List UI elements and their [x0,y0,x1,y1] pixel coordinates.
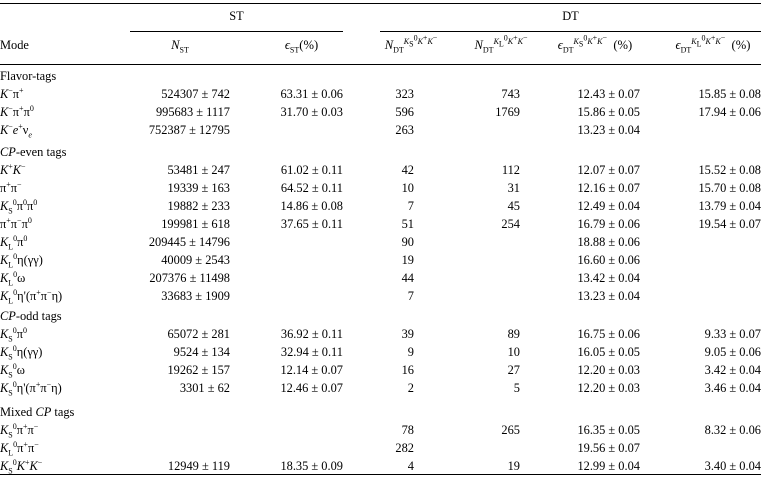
cell-eps-st: 31.70 ± 0.03 [280,105,343,119]
cell-eps-dt-kl: 3.42 ± 0.04 [704,363,761,377]
cell-eps-st: 61.02 ± 0.11 [280,163,343,177]
cell-n-dt-ks: 51 [401,217,414,231]
cell-n-dt-ks: 44 [401,271,414,285]
row-mode: π+π− [0,179,22,195]
cell-eps-dt-kl: 8.32 ± 0.06 [704,423,761,437]
cell-eps-dt-ks: 12.49 ± 0.04 [577,199,640,213]
cell-eps-dt-kl: 13.79 ± 0.04 [698,199,761,213]
row-mode: $K_L^0\pi^0$ [0,233,28,252]
cell-eps-st: 36.92 ± 0.11 [280,327,343,341]
n-st-label-text: $N_{ST}$ [171,38,189,55]
section-heading: CP-odd tags [0,309,62,323]
row-mode: $K_S^0\omega$ [0,361,25,380]
column-header-eps-dt-kl [665,33,761,55]
cell-n-st: 65072 ± 281 [167,327,230,341]
cell-eps-st: 14.86 ± 0.08 [280,199,343,213]
cell-eps-st: 12.46 ± 0.07 [280,381,343,395]
cell-eps-st: 32.94 ± 0.11 [280,345,343,359]
cell-n-st: 19339 ± 163 [167,181,230,195]
cell-n-dt-kl: 45 [507,199,520,213]
cell-eps-dt-ks: 16.35 ± 0.05 [577,423,640,437]
row-mode: K+K− [0,161,26,177]
cell-n-st: 33683 ± 1909 [161,289,230,303]
cell-eps-dt-ks: 15.86 ± 0.05 [577,105,640,119]
st-group-rule [130,31,343,32]
row-mode: $K_L^0\pi^+\pi^-$ [0,439,39,458]
cell-n-dt-kl: 89 [507,327,520,341]
row-mode: $\pi^+\pi^-\pi^0$ [0,215,32,231]
row-mode: $K^-e^+\nu_e$ [0,121,32,140]
cell-eps-dt-ks: 16.75 ± 0.06 [577,327,640,341]
row-mode: $K_S^0\pi^+\pi^-$ [0,421,39,440]
cell-n-dt-ks: 78 [401,423,414,437]
row-mode: K−π+ [0,85,24,101]
cell-eps-dt-ks: 12.16 ± 0.07 [577,181,640,195]
cell-n-st: 752387 ± 12795 [148,123,230,137]
cell-n-st: 19262 ± 157 [167,363,230,377]
cell-eps-st: 12.14 ± 0.07 [280,363,343,377]
cell-eps-dt-ks: 12.07 ± 0.07 [577,163,640,177]
cell-eps-st: 18.35 ± 0.09 [280,459,343,473]
cell-n-dt-kl: 1769 [495,105,520,119]
n-dt-kl-label-text: $N_{DT}^{K_L^0K^+K^-}$ [474,33,528,55]
cell-eps-dt-kl: 19.54 ± 0.07 [698,217,761,231]
cell-n-st: 995683 ± 1117 [155,105,230,119]
cell-eps-dt-kl: 15.70 ± 0.08 [698,181,761,195]
cell-eps-dt-ks: 12.43 ± 0.07 [577,87,640,101]
cell-eps-dt-ks: 16.05 ± 0.05 [577,345,640,359]
group-header-dt: DT [562,9,579,23]
cell-n-dt-ks: 7 [407,199,414,213]
cell-eps-dt-ks: 16.79 ± 0.06 [577,217,640,231]
cell-n-dt-ks: 42 [401,163,414,177]
row-mode: $K_L^0\eta(\gamma\gamma)$ [0,251,43,270]
cell-n-dt-ks: 323 [395,87,414,101]
cell-n-dt-ks: 263 [395,123,414,137]
bottom-rule [0,474,761,475]
cell-eps-dt-ks: 13.23 ± 0.04 [577,123,640,137]
cell-n-dt-ks: 596 [395,105,414,119]
row-mode: $K^-\pi^+\pi^0$ [0,103,34,119]
cell-eps-dt-kl: 3.46 ± 0.04 [704,381,761,395]
column-header-n-dt-kl [470,33,532,55]
cell-n-dt-kl: 19 [507,459,520,473]
column-header-mode: Mode [0,38,29,52]
cell-eps-dt-ks: 18.88 ± 0.06 [577,235,640,249]
row-mode: $K_S^0\pi^0$ [0,325,27,344]
cell-n-st: 3301 ± 62 [179,381,230,395]
eps-st-label-text: $\epsilon_{ST}(\%)$ [284,38,319,55]
cell-n-dt-ks: 19 [401,253,414,267]
cell-n-dt-kl: 112 [501,163,520,177]
cell-n-dt-ks: 282 [395,441,414,455]
column-header-n-dt-ks [382,33,440,55]
cell-n-dt-kl: 254 [501,217,520,231]
n-dt-ks-label-text: $N_{DT}^{K_S^0K^+K^-}$ [384,33,438,55]
row-mode: $K_L^0\eta'(\pi^+\pi^-\eta)$ [0,287,63,306]
section-heading: Mixed CP tags [0,405,75,419]
cell-eps-dt-ks: 13.42 ± 0.04 [577,271,640,285]
cell-n-st: 53481 ± 247 [167,163,230,177]
cell-eps-dt-ks: 13.23 ± 0.04 [577,289,640,303]
cell-eps-dt-kl: 9.05 ± 0.06 [704,345,761,359]
cell-n-dt-ks: 7 [407,289,414,303]
cell-n-st: 199981 ± 618 [161,217,230,231]
cell-eps-dt-kl: 15.52 ± 0.08 [698,163,761,177]
eps-dt-kl-label-text: $\epsilon_{DT}^{K_L^0K^+K^-}$ (%) [675,33,751,55]
cell-n-st: 40009 ± 2543 [161,253,230,267]
column-header-eps-dt-ks [550,33,640,55]
cell-n-dt-ks: 90 [401,235,414,249]
cell-eps-st: 63.31 ± 0.06 [280,87,343,101]
cell-eps-dt-ks: 19.56 ± 0.07 [577,441,640,455]
cell-n-dt-ks: 2 [407,381,414,395]
cell-n-st: 19882 ± 233 [167,199,230,213]
cell-eps-dt-ks: 12.99 ± 0.04 [577,459,640,473]
cell-eps-st: 37.65 ± 0.11 [280,217,343,231]
group-header-st: ST [229,9,244,23]
cell-n-dt-ks: 16 [401,363,414,377]
top-rule [0,3,761,4]
row-mode: $K_L^0\omega$ [0,269,26,288]
cell-n-dt-kl: 10 [507,345,520,359]
dt-group-rule [380,31,761,32]
cell-n-st: 12949 ± 119 [167,459,230,473]
cell-eps-dt-ks: 16.60 ± 0.06 [577,253,640,267]
cell-eps-dt-kl: 17.94 ± 0.06 [698,105,761,119]
row-mode: $K_S^0K^+K^-$ [0,457,43,476]
cell-n-dt-kl: 743 [501,87,520,101]
header-rule [0,64,761,65]
row-mode: $K_S^0\pi^0\pi^0$ [0,197,38,216]
cell-n-dt-kl: 5 [513,381,520,395]
cell-n-st: 524307 ± 742 [161,87,230,101]
section-heading: CP-even tags [0,145,67,159]
cell-eps-st: 64.52 ± 0.11 [280,181,343,195]
cell-n-st: 207376 ± 11498 [149,271,230,285]
cell-n-dt-ks: 4 [407,459,414,473]
cell-n-dt-kl: 265 [501,423,520,437]
cell-eps-dt-kl: 9.33 ± 0.07 [704,327,761,341]
cell-n-dt-ks: 10 [401,181,414,195]
cell-n-st: 9524 ± 134 [173,345,230,359]
cell-n-dt-kl: 31 [507,181,520,195]
cell-n-dt-kl: 27 [507,363,520,377]
cell-n-dt-ks: 9 [407,345,414,359]
eps-dt-ks-label-text: $\epsilon_{DT}^{K_S^0K^+K^-}$ (%) [557,33,633,55]
cell-n-st: 209445 ± 14796 [148,235,230,249]
cell-eps-dt-kl: 15.85 ± 0.08 [698,87,761,101]
section-heading: Flavor-tags [0,69,57,83]
row-mode: $K_S^0\eta(\gamma\gamma)$ [0,343,43,362]
row-mode: $K_S^0\eta'(\pi^+\pi^-\eta)$ [0,379,62,398]
column-header-eps-st [260,38,343,55]
cell-eps-dt-ks: 12.20 ± 0.03 [577,363,640,377]
cell-n-dt-ks: 39 [401,327,414,341]
column-header-n-st [130,38,230,55]
cell-eps-dt-ks: 12.20 ± 0.03 [577,381,640,395]
cell-eps-dt-kl: 3.40 ± 0.04 [704,459,761,473]
